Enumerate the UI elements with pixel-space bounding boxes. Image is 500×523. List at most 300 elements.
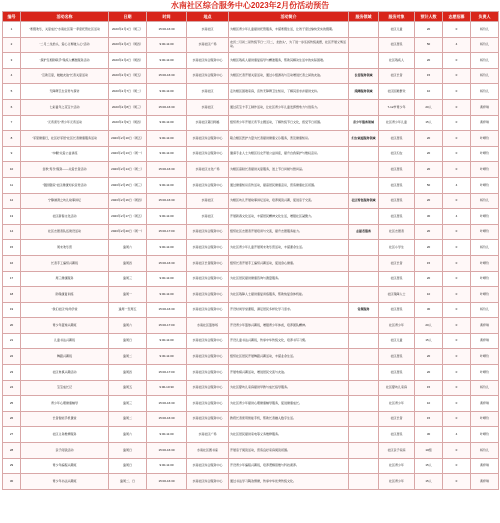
cell-no: 16 <box>3 255 21 271</box>
cell-no: 9 <box>3 146 21 162</box>
cell-no: 25 <box>3 396 21 412</box>
cell-content: 开展亲子阅读活动，营造良好家庭阅读氛围。 <box>229 443 349 459</box>
cell-lead: 杨玲儿 <box>471 84 499 100</box>
cell-domain: 社区特色服务领域 <box>349 193 379 209</box>
table-row <box>3 474 499 490</box>
cell-num: 20 <box>415 146 443 162</box>
cell-time: 9:00-11:00 <box>147 458 187 474</box>
cell-content: 为社区青少年提供心理健康辅导服务，促进健康成长。 <box>229 396 349 412</box>
cell-place: 水南社区综合服务中心 <box>187 68 229 84</box>
cell-date: 逢周二 <box>109 411 147 427</box>
cell-num: 30 <box>415 427 443 443</box>
cell-num: 30 <box>415 209 443 225</box>
cell-lead: 叶晴玲 <box>471 427 499 443</box>
cell-content: 为辖区长者开展关爱活动，通过小组游戏与互动增进长者之间的友谊。 <box>229 68 349 84</box>
cell-content: 邀请专业人士为辖区妇女开展公益讲座，提升自我保护与维权意识。 <box>229 146 349 162</box>
cell-vol: 0 <box>443 458 471 474</box>
cell-no: 10 <box>3 162 21 178</box>
page-title: 水南社区综合服务中心2023年2月份活动预告 <box>170 1 330 10</box>
cell-time: 9:00-11:00 <box>147 53 187 69</box>
cell-time: 15:00-16:30 <box>147 443 187 459</box>
cell-place: 水南社区广场 <box>187 427 229 443</box>
cell-place: 水南社区 <box>187 84 229 100</box>
cell-vol: 0 <box>443 333 471 349</box>
table-row <box>3 318 499 334</box>
cell-date: 2023年2月8日（周三） <box>109 99 147 115</box>
cell-date: 逢周日 <box>109 443 147 459</box>
cell-date: 2023年2月9日（周四） <box>109 115 147 131</box>
cell-num: 15 <box>415 411 443 427</box>
cell-domain <box>349 333 379 349</box>
table-row <box>3 68 499 84</box>
cell-content: 开展象棋兴趣活动，增进居民交流与友谊。 <box>229 365 349 381</box>
cell-target: 社区青少年 <box>379 458 415 474</box>
cell-date: 2023年2月3日（周五） <box>109 68 147 84</box>
cell-name: 宁静港湾之幼儿故事讲坛 <box>21 193 109 209</box>
cell-target: 社区居民 <box>379 177 415 193</box>
cell-num: 15人 <box>415 474 443 490</box>
cell-name: 青少年书法兴趣班 <box>21 474 109 490</box>
cell-target: 社区儿童 <box>379 333 415 349</box>
cell-time: 15:00-16:30 <box>147 68 187 84</box>
cell-domain: 残障服务领域 <box>349 84 379 100</box>
cell-time: 9:00-11:00 <box>147 131 187 147</box>
cell-place: 水南社区 <box>187 193 229 209</box>
table-row <box>3 240 499 256</box>
cell-lead: 杨玲儿 <box>471 193 499 209</box>
cell-vol: 0 <box>443 146 471 162</box>
col-date-header: 日期 <box>109 12 147 22</box>
cell-content: 为社区居民提供健康咨询与测量服务。 <box>229 271 349 287</box>
cell-content: 开设青少年编程兴趣班，培养逻辑思维与科技素养。 <box>229 458 349 474</box>
cell-time: 9:00-11:00 <box>147 115 187 131</box>
cell-domain <box>349 443 379 459</box>
cell-place: 水南社区综合服务中心 <box>187 53 229 69</box>
cell-no: 11 <box>3 177 21 193</box>
table-row <box>3 302 499 318</box>
cell-content: 农历二月初二是传统节日“二月二，龙抬头”，为了进一步弘扬传统美德，社区开展义剪活动。 <box>229 37 349 53</box>
cell-num: 20 <box>415 131 443 147</box>
cell-vol: 0 <box>443 474 471 490</box>
cell-vol: 0 <box>443 302 471 318</box>
cell-date: 2023年2月20日（周一） <box>109 224 147 240</box>
cell-name: 金秋“寿乐”服务——关爱长者活动 <box>21 162 109 178</box>
cell-place: 水南社区综合服务中心 <box>187 474 229 490</box>
cell-content: 为社区青少年儿童开展周末欢乐营活动，丰富课余生活。 <box>229 240 349 256</box>
cell-target: 社区居民 <box>379 37 415 53</box>
cell-target: 社区青少年儿童 <box>379 115 415 131</box>
cell-date: 逢周三 <box>109 271 147 287</box>
cell-name: 无障碍卫生宣传与探访 <box>21 84 109 100</box>
table-row <box>3 443 499 459</box>
cell-date: 逢周四 <box>109 255 147 271</box>
cell-place: 水南社区综合服务中心 <box>187 271 229 287</box>
cell-time: 15:00-16:30 <box>147 162 187 178</box>
cell-date: 逢周六 <box>109 240 147 256</box>
table-row <box>3 411 499 427</box>
cell-target: 社区居民 <box>379 271 415 287</box>
cell-no: 1 <box>3 22 21 38</box>
cell-domain <box>349 365 379 381</box>
cell-place: 水南社区长者服务中心 <box>187 255 229 271</box>
cell-name: 长者手工编织兴趣班 <box>21 255 109 271</box>
cell-lead: 杨玲儿 <box>471 443 499 459</box>
cell-domain <box>349 318 379 334</box>
col-content-header: 活动简介 <box>229 12 349 22</box>
cell-domain <box>349 146 379 162</box>
cell-place: 水南社区图书室 <box>187 443 229 459</box>
cell-no: 19 <box>3 302 21 318</box>
cell-content: 组织社区志愿者开展培训与交流，提升志愿服务能力。 <box>229 224 349 240</box>
cell-place: 水南社区综合服务中心 <box>187 458 229 474</box>
cell-target: 社区居民 <box>379 162 415 178</box>
cell-vol: 0 <box>443 162 471 178</box>
cell-time: 9:00-11:00 <box>147 84 187 100</box>
cell-domain: 志愿者服务 <box>349 224 379 240</box>
cell-name: 周末欢乐营 <box>21 240 109 256</box>
cell-vol: 0 <box>443 240 471 256</box>
cell-lead: 叶晴玲 <box>471 287 499 303</box>
cell-date: 2023年2月2日（周四） <box>109 37 147 53</box>
cell-num: 10 <box>415 396 443 412</box>
cell-name: 七彩童年之花宝卡活动 <box>21 99 109 115</box>
cell-place: 水南社区文化广场 <box>187 162 229 178</box>
cell-place: 水南社区综合服务中心 <box>187 131 229 147</box>
cell-date: 2023年2月2日（周四） <box>109 53 147 69</box>
cell-date: 2023年2月15日（周三） <box>109 177 147 193</box>
cell-lead: 叶晴玲 <box>471 349 499 365</box>
cell-no: 28 <box>3 443 21 459</box>
table-row <box>3 53 499 69</box>
cell-name: 长者智能手机课堂 <box>21 411 109 427</box>
cell-vol: 4 <box>443 209 471 225</box>
cell-time: 9:00-11:00 <box>147 427 187 443</box>
cell-date: 逢周一 <box>109 287 147 303</box>
cell-name: 社区志愿者队伍建设活动 <box>21 224 109 240</box>
cell-target: 社区居民 <box>379 209 415 225</box>
cell-content: 通过花宝卡手工制作活动，让社区青少年儿童发挥想象力与创造力。 <box>229 99 349 115</box>
cell-no: 14 <box>3 224 21 240</box>
cell-target: 社区居民 <box>379 131 415 147</box>
cell-time: 9:00-11:00 <box>147 271 187 287</box>
cell-time: 15:00-16:30 <box>147 411 187 427</box>
cell-date: 2023年2月16日（周四） <box>109 193 147 209</box>
cell-time: 9:00-11:00 <box>147 287 187 303</box>
cell-vol: 0 <box>443 68 471 84</box>
cell-content: 通过健康知识宣传活动，提高居民健康意识，营造健康社区氛围。 <box>229 177 349 193</box>
cell-no: 23 <box>3 365 21 381</box>
cell-place: 水南社区综合服务中心 <box>187 380 229 396</box>
cell-num: 50 <box>415 37 443 53</box>
cell-time: 9:00-11:00 <box>147 333 187 349</box>
cell-time: 9:00-11:00 <box>147 146 187 162</box>
cell-domain <box>349 396 379 412</box>
cell-time: 15:00-17:00 <box>147 318 187 334</box>
cell-lead: 叶晴玲 <box>471 131 499 147</box>
cell-name: “巾帼”关爱公益讲座 <box>21 146 109 162</box>
table-row <box>3 209 499 225</box>
cell-vol: 0 <box>443 411 471 427</box>
cell-no: 15 <box>3 240 21 256</box>
cell-content: 通过书法学习陶冶情操，传承中华优秀传统文化。 <box>229 474 349 490</box>
cell-target: 社区长者 <box>379 411 415 427</box>
cell-target: 社区长者 <box>379 68 415 84</box>
cell-name: 青少年心理健康辅导 <box>21 396 109 412</box>
cell-place: 水南社区综合服务中心 <box>187 177 229 193</box>
cell-no: 24 <box>3 380 21 396</box>
cell-place: 水南社区 <box>187 209 229 225</box>
cell-domain <box>349 474 379 490</box>
col-time-header: 时间 <box>147 12 187 22</box>
table-row <box>3 427 499 443</box>
cell-domain <box>349 458 379 474</box>
cell-name: 社区义务维修服务 <box>21 427 109 443</box>
cell-num: 10组 <box>415 443 443 459</box>
cell-content: 走访辖区困难家庭，宣传无障碍卫生知识，了解其需求并提供支持。 <box>229 84 349 100</box>
cell-target: 社区居民 <box>379 302 415 318</box>
cell-num: 30 <box>415 302 443 318</box>
cell-name: 亲子阅读活动 <box>21 443 109 459</box>
cell-date: 2023年2月10日（周五） <box>109 131 147 147</box>
cell-no: 26 <box>3 411 21 427</box>
cell-time: 15:00-16:30 <box>147 474 187 490</box>
cell-vol: 0 <box>443 255 471 271</box>
cell-place: 水南社区 <box>187 99 229 115</box>
cell-num: 15人 <box>415 333 443 349</box>
cell-place: 水南社区综合服务中心 <box>187 365 229 381</box>
cell-content: 为社区残障人士提供康复训练服务，帮助恢复身体机能。 <box>229 287 349 303</box>
cell-lead: 叶晴玲 <box>471 365 499 381</box>
col-place-header: 地点 <box>187 12 229 22</box>
cell-date: 逢周二、日 <box>109 474 147 490</box>
cell-lead: 杨玲儿 <box>471 53 499 69</box>
cell-lead: 黄梓琪 <box>471 115 499 131</box>
cell-time: 15:00-17:00 <box>147 365 187 381</box>
cell-domain: 青少年服务领域 <box>349 115 379 131</box>
cell-vol: 4 <box>443 37 471 53</box>
table-row <box>3 177 499 193</box>
cell-time: 15:00-16:30 <box>147 99 187 115</box>
cell-time: 9:00-11:00 <box>147 177 187 193</box>
cell-place: 水南社区综合服务中心 <box>187 302 229 318</box>
cell-domain <box>349 37 379 53</box>
cell-target: 社区志愿者 <box>379 224 415 240</box>
cell-no: 13 <box>3 209 21 225</box>
cell-vol: 4 <box>443 177 471 193</box>
cell-name: “邻里健康行，社区好邻居”社区长者健康服务活动 <box>21 131 109 147</box>
cell-domain <box>349 177 379 193</box>
cell-no: 12 <box>3 193 21 209</box>
cell-vol: 0 <box>443 224 471 240</box>
cell-lead: 黄梓琪 <box>471 333 499 349</box>
cell-content: 为社区居民提供家电等义务维修服务。 <box>229 427 349 443</box>
cell-target: 社区小学生 <box>379 240 415 256</box>
cell-vol: 0 <box>443 443 471 459</box>
cell-name: “我们社区”时尚学堂 <box>21 302 109 318</box>
cell-num: 20 <box>415 53 443 69</box>
table-row <box>3 271 499 287</box>
cell-lead: 杨玲儿 <box>471 68 499 84</box>
cell-vol: 0 <box>443 365 471 381</box>
cell-num: 20人 <box>415 318 443 334</box>
cell-lead: 杨玲儿 <box>471 240 499 256</box>
cell-domain <box>349 240 379 256</box>
cell-time: 15:00-16:30 <box>147 22 187 38</box>
cell-target: 社区青少年 <box>379 318 415 334</box>
cell-target: 社区残疾人 <box>379 53 415 69</box>
col-no-header: 编号 <box>3 12 21 22</box>
cell-num: 15人 <box>415 458 443 474</box>
cell-lead: 叶晴玲 <box>471 209 499 225</box>
table-row <box>3 396 499 412</box>
activity-table <box>2 11 499 490</box>
cell-num: 20 <box>415 162 443 178</box>
cell-target: 社区婴幼儿家庭 <box>379 380 415 396</box>
cell-lead: 杨玲儿 <box>471 302 499 318</box>
cell-place: 水南社区 <box>187 22 229 38</box>
cell-lead: 黄梓琪 <box>471 396 499 412</box>
cell-time: 9:00-10:30 <box>147 380 187 396</box>
cell-no: 18 <box>3 287 21 303</box>
cell-name: “寒假欢乐，关爱成长”水南社区第一季度托管社区活动 <box>21 22 109 38</box>
cell-num: 20 <box>415 365 443 381</box>
cell-num: 15 <box>415 380 443 396</box>
cell-name: 社区新春文化活动 <box>21 209 109 225</box>
cell-target: 社区困难群众 <box>379 84 415 100</box>
cell-vol: 0 <box>443 84 471 100</box>
cell-vol: 0 <box>443 22 471 38</box>
cell-content: 为辖区幼儿开展故事讲坛活动，培养阅读兴趣，促进亲子交流。 <box>229 193 349 209</box>
cell-no: 6 <box>3 99 21 115</box>
cell-vol: 0 <box>443 318 471 334</box>
table-row <box>3 193 499 209</box>
cell-target: 社区居民 <box>379 427 415 443</box>
cell-content: 教授长者使用智能手机，帮助长者融入数字生活。 <box>229 411 349 427</box>
cell-name: “探护互相助联手”残疾人精准服务活动 <box>21 53 109 69</box>
cell-num: 20 <box>415 240 443 256</box>
cell-name: 舞蹈兴趣班 <box>21 349 109 365</box>
cell-date: 逢周六 <box>109 318 147 334</box>
cell-target: 7-12岁青少年 <box>379 99 415 115</box>
cell-place: 水南社区第四网格 <box>187 115 229 131</box>
table-row <box>3 115 499 131</box>
cell-lead: 叶晴玲 <box>471 271 499 287</box>
cell-place: 水南社区综合服务中心 <box>187 411 229 427</box>
cell-vol: 0 <box>443 99 471 115</box>
cell-date: 2023年2月1日（周三） <box>109 22 147 38</box>
cell-no: 5 <box>3 84 21 100</box>
cell-date: 2023年2月7日（周二） <box>109 84 147 100</box>
cell-name: “元宵喜乐”青少年元宵活动 <box>21 115 109 131</box>
cell-place: 水南社区广场 <box>187 37 229 53</box>
cell-target: 社区长者 <box>379 255 415 271</box>
col-lead-header: 负责人 <box>471 12 499 22</box>
cell-no: 20 <box>3 318 21 334</box>
cell-content: 为辖区残疾人提供康复指导与精准服务，帮助其解决生活中的实际困难。 <box>229 53 349 69</box>
cell-num: 20人 <box>415 99 443 115</box>
cell-domain <box>349 427 379 443</box>
cell-lead: 黄梓琪 <box>471 99 499 115</box>
cell-num: 20 <box>415 193 443 209</box>
table-row <box>3 365 499 381</box>
cell-name: “二月二龙抬头，爱心义剪暖人心”活动 <box>21 37 109 53</box>
cell-num: 10 <box>415 84 443 100</box>
table-body <box>3 22 499 490</box>
cell-vol: 0 <box>443 380 471 396</box>
cell-no: 7 <box>3 115 21 131</box>
cell-target: 社区亲子家庭 <box>379 443 415 459</box>
cell-no: 21 <box>3 333 21 349</box>
cell-time: 15:00-16:30 <box>147 255 187 271</box>
table-row <box>3 458 499 474</box>
cell-no: 29 <box>3 458 21 474</box>
cell-content: 开设时尚学堂课程，满足居民多样化学习需求。 <box>229 302 349 318</box>
cell-lead: 叶晴玲 <box>471 146 499 162</box>
cell-name: 社区象棋兴趣活动 <box>21 365 109 381</box>
table-row <box>3 37 499 53</box>
cell-target: 社区青少年 <box>379 396 415 412</box>
cell-name: 青少年篮球兴趣班 <box>21 318 109 334</box>
cell-target: 社区居民 <box>379 193 415 209</box>
cell-time: 15:00-17:00 <box>147 224 187 240</box>
cell-name: “强国强家”社区健康知识宣传活动 <box>21 177 109 193</box>
cell-place: 水南社区综合服务中心 <box>187 146 229 162</box>
cell-vol: 0 <box>443 53 471 69</box>
table-row <box>3 380 499 396</box>
cell-lead: 叶晴玲 <box>471 177 499 193</box>
col-domain-header: 服务领域 <box>349 12 379 22</box>
table-row <box>3 22 499 38</box>
cell-no: 30 <box>3 474 21 490</box>
cell-time: 15:00-16:30 <box>147 302 187 318</box>
cell-content: 为辖区青少年儿童提供托管服务，丰富寒假生活，让孩子度过愉快充实的假期。 <box>229 22 349 38</box>
cell-vol: 0 <box>443 115 471 131</box>
cell-lead: 杨玲儿 <box>471 22 499 38</box>
cell-date: 逢周二 <box>109 349 147 365</box>
cell-domain <box>349 162 379 178</box>
table-row <box>3 349 499 365</box>
col-vol-header: 志愿招募 <box>443 12 471 22</box>
cell-domain: 妇女家庭服务领域 <box>349 131 379 147</box>
table-row <box>3 84 499 100</box>
table-header-row <box>3 12 499 22</box>
cell-no: 3 <box>3 53 21 69</box>
cell-name: 周三健康服务 <box>21 271 109 287</box>
cell-lead: 叶晴玲 <box>471 162 499 178</box>
cell-date: 逢周一至周五 <box>109 302 147 318</box>
cell-domain <box>349 411 379 427</box>
cell-vol: 4 <box>443 427 471 443</box>
cell-date: 逢周日 <box>109 458 147 474</box>
cell-date: 逢周四 <box>109 365 147 381</box>
cell-no: 2 <box>3 37 21 53</box>
cell-time: 9:00-11:00 <box>147 37 187 53</box>
cell-name: “互助互爱，暖暖友谊”长者关爱活动 <box>21 68 109 84</box>
cell-domain <box>349 380 379 396</box>
cell-lead: 叶晴玲 <box>471 255 499 271</box>
cell-domain: 常规服务 <box>349 302 379 318</box>
cell-domain <box>349 349 379 365</box>
cell-time: 9:30-11:00 <box>147 349 187 365</box>
cell-content: 为辖区高龄长者提供关爱服务，送上节日问候与慰问品。 <box>229 162 349 178</box>
cell-domain: 长者服务领域 <box>349 68 379 84</box>
cell-vol: 0 <box>443 271 471 287</box>
cell-lead: 杨玲儿 <box>471 380 499 396</box>
cell-target: 社区儿童 <box>379 22 415 38</box>
cell-time: 15:00-16:30 <box>147 396 187 412</box>
cell-lead: 叶晴玲 <box>471 224 499 240</box>
cell-date: 2023年2月17日（周五） <box>109 209 147 225</box>
